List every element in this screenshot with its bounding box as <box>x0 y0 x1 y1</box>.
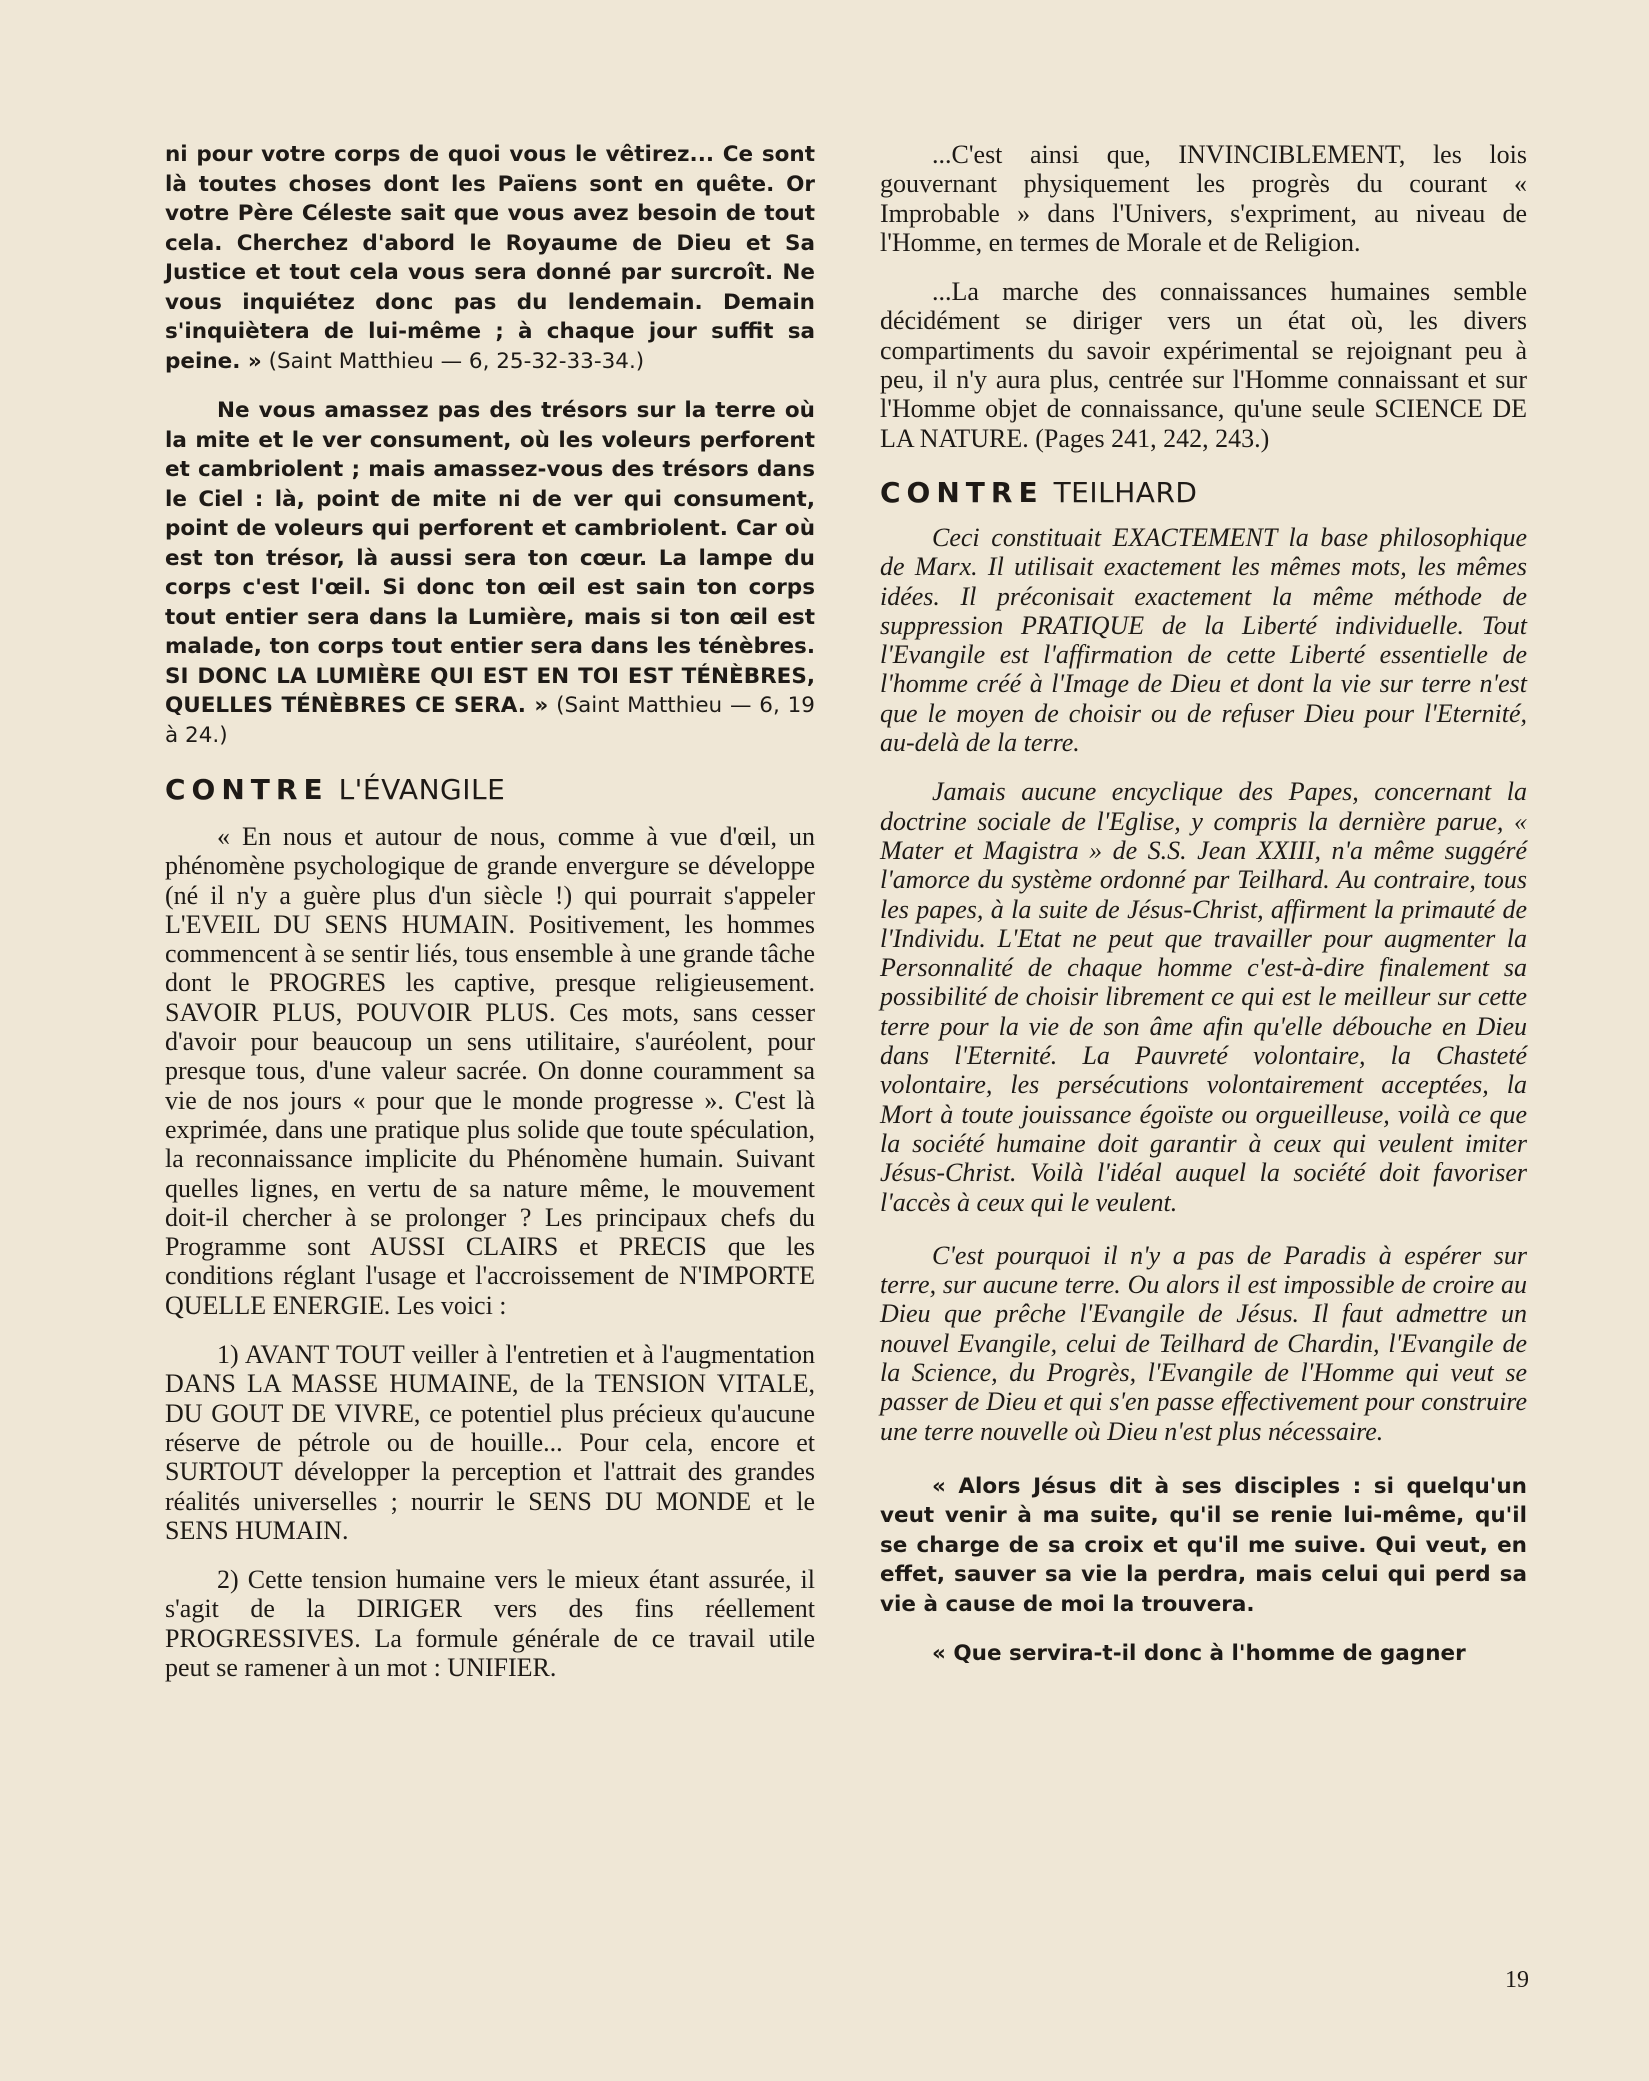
heading-subject: TEILHARD <box>1053 475 1198 509</box>
teilhard-quote-science: ...La marche des connaissances humaines semble décidément se diriger vers un état où, les divers compartiments du savoir expérimental se rejoignant peu à peu, il n'y aura plus, centrée sur l'Homme connaissant et sur l'Homme objet de connaissance, qu'une seule SCIENCE DE LA NATURE. (Pages 241, 242, 243.) <box>880 277 1527 453</box>
gospel-quote-2-text: Ne vous amassez pas des trésors sur la terre où la mite et le ver consument, où les voleurs perforent et cambriolent ; mais amassez-vous des trésors dans le Ciel : là, point de mite ni de ver qui consument, point de voleurs qui perforent et cambriolent. Car où est ton trésor, là aussi sera ton cœur. La lampe du corps c'est l'œil. Si donc ton œil est sain ton corps tout entier sera dans la Lumière, mais si ton œil est malade, ton corps tout entier sera dans les ténèbres. SI DONC LA LUMIÈRE QUI EST EN TOI EST TÉNÈBRES, QUELLES TÉNÈBRES CE SERA. » <box>165 398 815 718</box>
gospel-quote-2 <box>165 396 815 750</box>
right-column <box>880 140 1527 1669</box>
teilhard-quote-continued: ...C'est ainsi que, INVINCIBLEMENT, les lois gouvernant physiquement les progrès du courant « Improbable » dans l'Univers, s'expriment, au niveau de l'Homme, en termes de Morale et de Religion. <box>880 140 1527 257</box>
section-heading-contre-evangile <box>165 770 815 810</box>
gospel-quote-3: « Alors Jésus dit à ses disciples : si quelqu'un veut venir à ma suite, qu'il se renie lui-même, qu'il se charge de sa croix et qu'il me suive. Qui veut, en effet, sauver sa vie la perdra, mais celui qui perd sa vie à cause de moi la trouvera. <box>880 1473 1527 1617</box>
gospel-quote-1 <box>165 140 815 376</box>
teilhard-point-1: 1) AVANT TOUT veiller à l'entretien et à l'augmentation DANS LA MASSE HUMAINE, de la TENSION VITALE, DU GOUT DE VIVRE, ce potentiel plus précieux qu'aucune réserve de pétrole ou de houille... Pour cela, encore et SURTOUT développer la perception et l'attrait des grandes réalités universelles ; nourrir le SENS DU MONDE et le SENS HUMAIN. <box>165 1340 815 1545</box>
gospel-quote-2-reference: (Saint Matthieu — 6, 19 à 24.) <box>165 693 815 748</box>
heading-subject: L'ÉVANGILE <box>338 773 506 806</box>
section-heading-contre-teilhard <box>880 473 1527 513</box>
teilhard-quote-paragraph: « En nous et autour de nous, comme à vue d'œil, un phénomène psychologique de grande envergure se développe (né il n'y a guère plus d'un siècle !) qui pourrait s'appeler L'EVEIL DU SENS HUMAIN. Positivement, les hommes commencent à se sentir liés, tous ensemble à une grande tâche dont le PROGRES les captive, presque religieusement. SAVOIR PLUS, POUVOIR PLUS. Ces mots, sans cesser d'avoir pour beaucoup un sens utilitaire, s'auréolent, pour presque tous, d'une valeur sacrée. On donne couramment sa vie de nos jours « pour que le monde progresse ». C'est là exprimée, dans une pratique plus solide que toute spéculation, la reconnaissance implicite du Phénomène humain. Suivant quelles lignes, en vertu de sa nature même, le mouvement doit-il chercher à se prolonger ? Les principaux chefs du Programme sont AUSSI CLAIRS et PRECIS que les conditions réglant l'usage et l'accroissement de N'IMPORTE QUELLE ENERGIE. Les voici : <box>165 822 815 1320</box>
gospel-quote-1-text: ni pour votre corps de quoi vous le vêtirez... Ce sont là toutes choses dont les Païens sont en quête. Or votre Père Céleste sait que vous avez besoin de tout cela. Cherchez d'abord le Royaume de Dieu et Sa Justice et tout cela vous sera donné par surcroît. Ne vous inquiétez donc pas du lendemain. Demain s'inquiètera de lui-même ; à chaque jour suffit sa peine. » <box>165 142 815 374</box>
commentary-paragraph-3: C'est pourquoi il n'y a pas de Paradis à espérer sur terre, sur aucune terre. Ou alors il est impossible de croire au Dieu que prêche l'Evangile de Jésus. Il faut admettre un nouvel Evangile, celui de Teilhard de Chardin, l'Evangile de la Science, du Progrès, l'Evangile de l'Homme qui veut se passer de Dieu et qui s'en passe effectivement pour construire une terre nouvelle où Dieu n'est plus nécessaire. <box>880 1240 1527 1446</box>
gospel-quote-1-reference: (Saint Matthieu — 6, 25-32-33-34.) <box>261 348 645 374</box>
teilhard-point-2: 2) Cette tension humaine vers le mieux étant assurée, il s'agit de la DIRIGER vers des fins réellement PROGRESSIVES. La formule générale de ce travail utile peut se ramener à un mot : UNIFIER. <box>165 1565 815 1683</box>
gospel-quote-4: « Que servira-t-il donc à l'homme de gagner <box>932 1641 1466 1667</box>
heading-keyword: CONTRE <box>165 773 329 806</box>
heading-keyword: CONTRE <box>880 475 1044 509</box>
page-number: 19 <box>1505 1967 1529 1993</box>
left-column <box>165 140 815 1682</box>
commentary-paragraph-2: Jamais aucune encyclique des Papes, concernant la doctrine sociale de l'Eglise, y compris la dernière parue, « Mater et Magistra » de S.S. Jean XXIII, n'a même suggéré l'amorce du système ordonné par Teilhard. Au contraire, tous les papes, à la suite de Jésus-Christ, affirment la primauté de l'Individu. L'Etat ne peut que travailler pour augmenter la Personnalité de chaque homme c'est-à-dire finalement sa possibilité de choisir librement ce qui est le meilleur sur cette terre pour la vie de son âme afin qu'elle débouche en Dieu dans l'Eternité. La Pauvreté volontaire, la Chasteté volontaire, les persécutions volontairement acceptées, la Mort à toute jouissance égoïste ou orgueilleuse, voilà ce que la société humaine doit garantir à ceux qui veulent imiter Jésus-Christ. Voilà l'idéal auquel la société doit favoriser l'accès à ceux qui le veulent. <box>880 777 1527 1217</box>
commentary-paragraph-1: Ceci constituait EXACTEMENT la base philosophique de Marx. Il utilisait exactement les mêmes mots, les mêmes idées. Il préconisait exactement la même méthode de suppression PRATIQUE de la Liberté individuelle. Tout l'Evangile est l'affirmation de cette Liberté essentielle de l'homme créé à l'Image de Dieu et dont la vie sur terre n'est que le moyen de choisir ou de refuser Dieu pour l'Eternité, au-delà de la terre. <box>880 522 1527 758</box>
